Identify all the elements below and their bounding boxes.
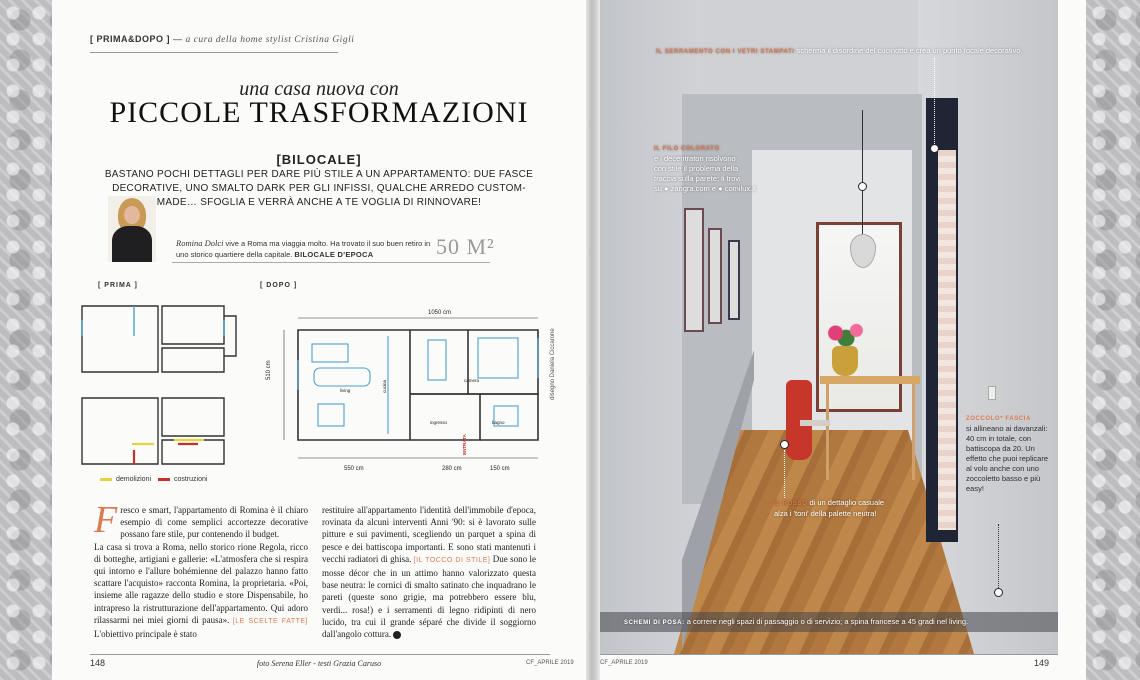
dim-height: 510 cm: [266, 360, 272, 380]
bio-rule: [172, 262, 490, 263]
annotation-rosso-title: IL ROSSO: [774, 501, 808, 507]
owner-name: Romina Dolci: [176, 238, 224, 248]
owner-bio-text: vive a Roma ma viaggia molto. Ha trovato il suo buen retiro in uno storico quartiere della capitale.: [176, 239, 431, 259]
annotation-filo-line-3: traccia sulla parete: li trovi: [654, 174, 741, 183]
kicker-section: [ PRIMA&DOPO ]: [90, 34, 170, 44]
annotation-posa-text: a correre negli spazi di passaggio o di servizio; a spina francese a 45 gradi nel living.: [684, 617, 969, 626]
annotation-posa-title: SCHEMI DI POSA:: [624, 620, 685, 626]
annotation-zoccolo-text: si allineano ai davanzali: 40 cm in totale, con battiscopa da 20. Un effetto che puoi replicare al volo anche con uno zoccoletto basso e più easy!: [966, 424, 1048, 493]
lead-rosso: [784, 450, 785, 498]
area-size: 50 M²: [436, 234, 495, 259]
annotation-serramento-title: IL SERRAMENTO CON I VETRI STAMPATI: [656, 49, 795, 55]
legend-constructions: [158, 476, 207, 483]
footer-rule-right: [600, 654, 1058, 655]
dim-living: 550 cm: [344, 466, 364, 472]
page-kicker: [90, 34, 354, 45]
kicker-curator: a cura della home stylist Cristina Gigli: [185, 35, 355, 45]
dropcap: F: [94, 499, 118, 541]
body-p3: L'obiettivo principale è stato: [94, 629, 197, 640]
plan-credit: disegno Daniela Ciccarone: [550, 328, 556, 400]
legend-demolitions: [100, 476, 151, 483]
body-column-1: [94, 499, 309, 640]
annotation-rosso-text-1: di un dettaglio casuale: [807, 498, 885, 507]
room-bagno: bagno: [492, 420, 505, 425]
annotation-rosso-text-2: alza i 'toni' della palette neutra!: [774, 509, 877, 518]
photo-credits: foto Serena Eller - testi Grazia Caruso: [256, 659, 382, 668]
bio-label: BILOCALE D'EPOCA: [294, 250, 374, 259]
room-living: living: [340, 388, 351, 393]
owner-portrait: [108, 196, 156, 262]
ornate-frame-left: [0, 0, 52, 680]
right-page: [600, 0, 1086, 680]
before-plan-bottom: [74, 392, 244, 474]
pin-filo-icon: [858, 182, 867, 191]
lead-zoccolo: [998, 524, 999, 588]
annotation-serramento: [656, 46, 1056, 57]
legend-constructions-label: costruzioni: [174, 476, 208, 483]
dim-total: 1050 cm: [428, 310, 452, 316]
issue-right: CF_APRILE 2019: [600, 660, 648, 666]
body-column-2: [322, 504, 536, 640]
dim-camera: 280 cm: [442, 466, 462, 472]
page-number-right: 149: [1034, 658, 1050, 668]
left-page: [52, 0, 586, 680]
lede-text: BASTANO POCHI DETTAGLI PER DARE PIÙ STILE A UN APPARTAMENTO: DUE FASCE DECORATIVE, UNO SMALTO DARK PER GLI INFISSI, QUALCHE ARREDO CUSTOM-MADE… SFOGLIA E VERRÀ ANCHE A TE VOGLIA DI RINNOVARE!: [104, 169, 534, 208]
legend-swatch-yellow: [100, 478, 112, 481]
annotation-filo-line-2: con stile il problema della: [654, 164, 739, 173]
page-number-left: 148: [90, 658, 106, 668]
kicker-rule: [90, 52, 338, 53]
footer-rule-left: [90, 654, 550, 655]
annotation-zoccolo-title: ZOCCOLO* FASCIA: [966, 416, 1032, 422]
annotation-rosso: [774, 498, 924, 519]
body-p1: resco e smart, l'appartamento di Romina è il chiaro esempio di come semplici accortezze decorative possano fare stile, pur contenendo il budget.: [120, 505, 308, 540]
annotation-filo-line-4: su ● zangra.com e ● comilux.it: [654, 184, 757, 193]
annotation-posa: [624, 617, 1054, 628]
body-p5: Due sono le mosse décor che in un attimo hanno valorizzato questa base neutra: le cornici di smalto satinato che inquadrano le pareti (queste sono grigie, ma potrebbero essere blu, verdi... rosa!) e i serramenti di legno ridipinti di nero lucido, tra cui il grande séparé che divide il soggiorno dall'angolo cottura.: [322, 553, 536, 640]
page-title: PICCOLE TRASFORMAZIONI: [109, 96, 529, 129]
end-mark-icon: [393, 631, 401, 639]
ornate-frame-right: [1086, 0, 1140, 680]
annotation-zoccolo: [966, 414, 1054, 494]
hallway-photo: [600, 0, 1058, 654]
caption-bar: [600, 612, 1058, 632]
room-camera: camera: [464, 378, 480, 383]
annotation-serramento-text: scherma il disordine del cucinotto e crea un punto focale decorativo.: [794, 46, 1023, 55]
pin-rosso-icon: [780, 440, 789, 449]
kicker-dash: —: [170, 34, 186, 44]
entrance-label: ENTRATA: [461, 434, 467, 455]
legend-demolitions-label: demolizioni: [116, 476, 152, 483]
body-p2: La casa si trova a Roma, nello storico rione Regola, ricco di botteghe, artigiani e gallerie: «L'atmosfera che si respira qui intorno e l'allure bohémienne del palazzo hanno fatto scattare l'acquisto» racconta Romina, la proprietaria. «Poi, insieme alle ragazze dello studio e store Dispensabile, ho intrapreso la ristrutturazione dell'appartamento. Qui adoro rilassarmi nei miei giorni di pausa».: [94, 541, 308, 625]
pre-title: una casa nuova con: [239, 78, 399, 100]
owner-bio: [176, 238, 444, 260]
pin-serramento-icon: [930, 144, 939, 153]
body-p4: restituire all'appartamento l'identità dell'immobile d'epoca, rovinata da alcuni interventi Anni '90: si è lavorato sulle pitture e sui pavimenti, scegliendo un parquet a spina di pesce e dei battiscopa importanti. E sono stati mantenuti i vecchi radiatori di ghisa.: [322, 505, 536, 564]
lead-serramento: [934, 58, 935, 144]
page-gutter: [586, 0, 600, 680]
annotation-filo-line-1: e i decentratori risolvono: [654, 154, 736, 163]
annotation-filo-title: IL FILO COLORATO: [654, 146, 720, 152]
annotation-filo: [654, 144, 814, 194]
dim-bagno: 150 cm: [490, 466, 510, 472]
before-label: [ PRIMA ]: [98, 282, 138, 289]
issue-left: CF_APRILE 2019: [526, 660, 574, 666]
tag-tocco: [IL TOCCO DI STILE]: [413, 556, 491, 564]
tag-scelte: [LE SCELTE FATTE]: [232, 617, 309, 625]
before-plan-top: [74, 296, 244, 386]
after-label: [ DOPO ]: [260, 282, 298, 289]
after-plan-drawing: [270, 306, 550, 476]
room-cucina: cucina: [382, 379, 388, 394]
section-tag: [BILOCALE]: [276, 152, 362, 167]
room-ingresso: ingresso: [430, 420, 448, 425]
pin-zoccolo-icon: [994, 588, 1003, 597]
legend-swatch-red: [158, 478, 170, 481]
